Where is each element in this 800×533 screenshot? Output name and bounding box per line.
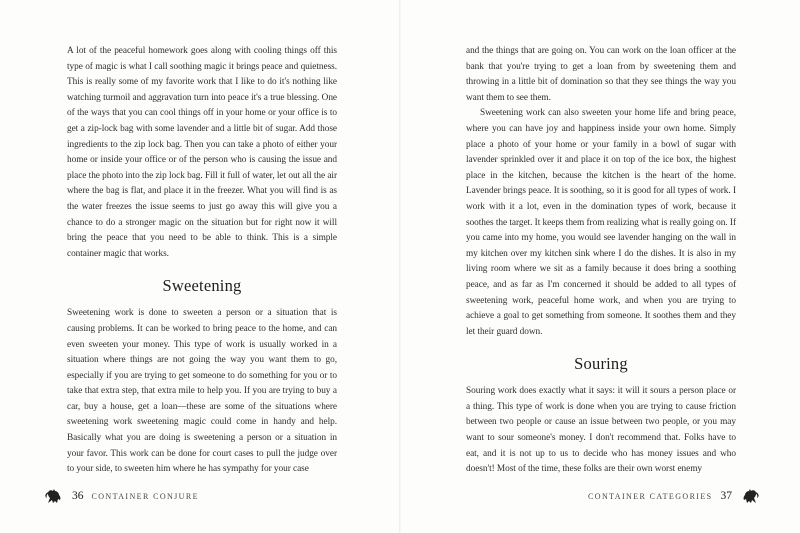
left-footer [44, 486, 199, 506]
running-title-right: CONTAINER CATEGORIES [588, 491, 713, 501]
rooster-icon [740, 486, 760, 506]
section-heading-souring: Souring [574, 354, 628, 374]
running-title-left: CONTAINER CONJURE [91, 491, 199, 501]
page-gutter [399, 0, 401, 533]
page-number-right: 37 [720, 490, 732, 502]
right-page [466, 44, 736, 478]
left-paragraph-1: A lot of the peaceful homework goes along with cooling things off this type of magic is what I call soothing magic it brings peace and quietness. This is really some of my favorite work that I like to do it's nothing like watching turmoil and aggravation turn into peace it's a true blessing. One of the ways that you can cool things off in your home or your office is to get a zip-lock bag with some lavender and a little bit of sugar. Add those ingredients to the zip lock bag. Then you can take a photo of either your home or inside your office or of the person who is causing the issue and place the photo into the zip lock bag. Fill it full of water, let out all the air where the bag is flat, and place it in the freezer. What you will find is as the water freezes the issue seems to just go away this will give you a chance to do a stronger magic on the situation but for right now it will bring the peace that you need to be able to think. This is a simple container magic that works. [67, 46, 337, 259]
right-footer [588, 486, 760, 506]
page-number-left: 36 [72, 490, 84, 502]
left-page [67, 44, 337, 478]
right-paragraph-1: and the things that are going on. You can work on the loan officer at the bank that you're trying to get a loan from by sweetening them and throwing in a little bit of domination so that they see things the way you want them to see them. [466, 46, 736, 103]
section-heading-sweetening: Sweetening [162, 276, 242, 296]
right-paragraph-2: Sweetening work can also sweeten your home life and bring peace, where you can have joy and happiness inside your own home. Simply place a photo of your home or your family in a bowl of sugar with lavender sprinkled over it and place it on top of the ice box, the highest place in the kitchen, because the kitchen is the heart of the home. Lavender brings peace. It is soothing, so it is good for all types of work. I work with it a lot, even in the domination types of work, because it soothes the target. It keeps them from realizing what is really going on. If you came into my home, you would see lavender hanging on the wall in my kitchen over my kitchen sink where I do the dishes. It is also in my living room where we sit as a family because it does bring a soothing peace, and as far as I'm concerned it should be added to all types of sweetening work, peaceful home work, and when you are trying to achieve a goal to get something from someone. It soothes them and they let their guard down. [466, 108, 736, 337]
left-paragraph-2: Sweetening work is done to sweeten a person or a situation that is causing problems. It can be worked to bring peace to the home, and can even sweeten your money. This type of work is usually worked in a situation where things are not going the way you want them to go, especially if you are trying to get someone to do something for you or to take that extra step, that extra mile to help you. If you are trying to buy a car, buy a house, get a loan—these are some of the situations where sweetening work sweetening magic could come in handy and help. Basically what you are doing is sweetening a person or a situation in your favor. This work can be done for court cases to pull the judge over to your side, to sweeten him where he has sympathy for your case [67, 308, 337, 475]
rooster-icon [44, 486, 64, 506]
right-paragraph-3: Souring work does exactly what it says: it will it sours a person place or a thing. This type of work is done when you are trying to cause friction between two people or cause an issue between two people, or you may want to sour someone's money. I don't recommend that. Folks have to eat, and it is not up to us to decide who has money issues and who doesn't! Most of the time, these folks are their own worst enemy [466, 386, 736, 475]
